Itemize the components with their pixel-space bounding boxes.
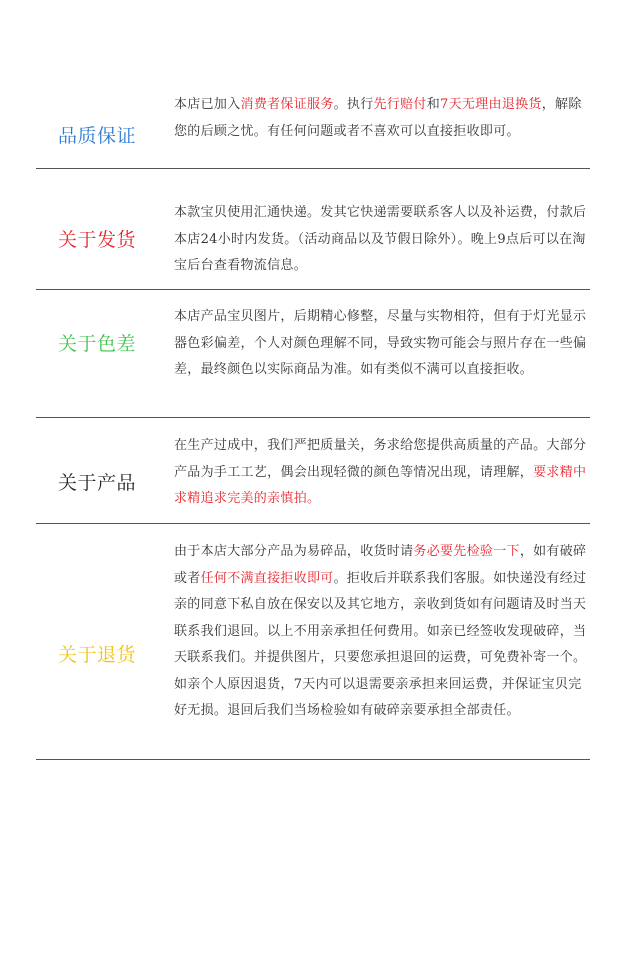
section-body-color-difference: 本店产品宝贝图片，后期精心修整，尽量与实物相符，但有于灯光显示器色彩偏差，个人对颜色理解不同，导致实物可能会与照片存在一些偏差，最终颜色以实际商品为准。如有类似不满可以直接拒收。: [174, 309, 587, 377]
section-divider: [36, 523, 590, 524]
section-quality-guarantee: [36, 92, 590, 168]
section-divider: [36, 289, 590, 290]
section-body-quality: [174, 92, 590, 145]
text-segment: ，如有破碎或者: [174, 544, 587, 586]
section-title-color-difference: 关于色差: [57, 333, 136, 355]
section-product: [36, 433, 590, 523]
section-body-product: [174, 433, 590, 513]
section-title-returns: 关于退货: [57, 644, 136, 666]
section-body-returns: [174, 539, 590, 725]
section-divider: [36, 168, 590, 169]
section-shipping: [36, 198, 590, 288]
section-title-quality: 品质保证: [57, 125, 136, 147]
text-segment: ，解除您的后顾之忧。有任何问题或者不喜欢可以直接拒收即可。: [174, 97, 582, 139]
highlight-inspect-first: 务必要先检验一下: [413, 544, 520, 559]
text-segment: 本店已加入: [174, 97, 241, 112]
text-segment: 。执行: [333, 97, 374, 112]
section-color-difference: [36, 304, 590, 414]
highlight-7-day-return: 7天无理由退换货: [440, 97, 542, 112]
text-segment: 和: [426, 97, 441, 112]
text-segment: 由于本店大部分产品为易碎品，收货时请: [174, 544, 414, 559]
section-title-product: 关于产品: [57, 472, 136, 494]
highlight-refuse-if-unsatisfied: 任何不满直接拒收即可: [200, 570, 334, 586]
section-body-shipping: 本款宝贝使用汇通快递。发其它快递需要联系客人以及补运费，付款后本店24小时内发货。（活动商品以及节假日除外）。晚上9点后可以在淘宝后台查看物流信息。: [174, 205, 587, 273]
section-divider: [36, 759, 590, 760]
text-segment: 。拒收后并联系我们客服。如快递没有经过亲的同意下私自放在保安以及其它地方，亲收到货如有问题请及时当天联系我们退回。以上不用亲承担任何费用。如亲已经签收发现破碎，当天联系我们。并提供图片，只要您承担退回的运费，可免费补寄一个。如亲个人原因退货，7天内可以退需要亲承担来回运费，并保证宝贝完好无损。退回后我们当场检验如有破碎亲要承担全部责任。: [174, 570, 587, 718]
highlight-consumer-protection: 消费者保证服务: [240, 97, 334, 112]
section-title-shipping: 关于发货: [57, 229, 136, 251]
text-segment: 在生产过成中，我们严把质量关，务求给您提供高质量的产品。大部分产品为手工工艺，偶会出现轻微的颜色等情况出现，请理解，: [174, 438, 587, 480]
highlight-perfection: 要求精中求精追求完美的亲慎拍。: [174, 464, 587, 506]
highlight-advance-compensation: 先行赔付: [373, 97, 427, 112]
section-returns: [36, 539, 590, 754]
section-divider: [36, 417, 590, 418]
